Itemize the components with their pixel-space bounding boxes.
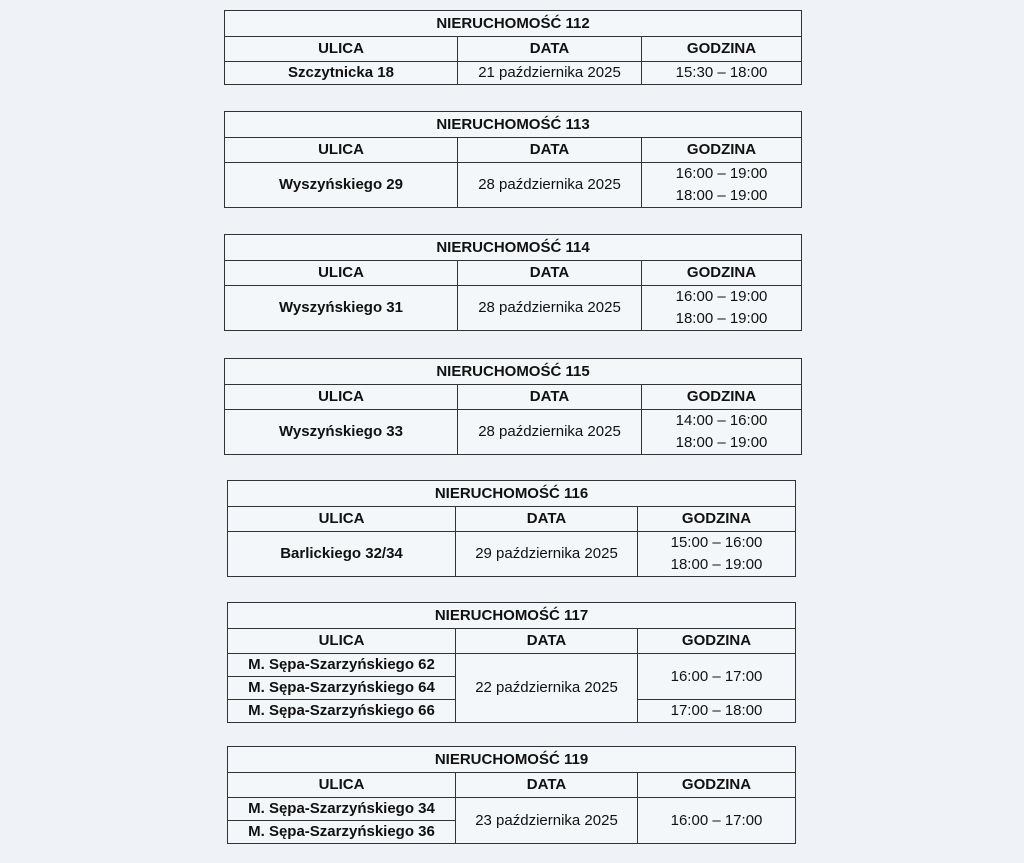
column-header-date: DATA [456,507,638,532]
street-cell: M. Sępa-Szarzyńskiego 62 [228,654,456,677]
column-header-time: GODZINA [642,385,802,410]
title-row [225,359,802,385]
column-header-date: DATA [458,261,642,286]
header-row [228,507,796,532]
title-row [225,11,802,37]
column-header-street: ULICA [225,138,458,163]
column-header-street: ULICA [225,37,458,62]
column-header-street: ULICA [225,261,458,286]
column-header-date: DATA [458,385,642,410]
time-cell [642,62,802,85]
table-row [225,163,802,208]
property-title: NIERUCHOMOŚĆ 112 [225,11,802,37]
time-range: 15:30 – 18:00 [675,64,768,81]
property-table [227,746,796,844]
header-row [225,385,802,410]
time-cell [642,286,802,331]
time-cell [638,700,796,723]
date-cell: 29 października 2025 [456,532,638,577]
property-title: NIERUCHOMOŚĆ 116 [228,481,796,507]
column-header-time: GODZINA [638,773,796,798]
street-cell: M. Sępa-Szarzyńskiego 64 [228,677,456,700]
time-cell [638,532,796,577]
header-row [225,138,802,163]
time-range: 14:00 – 16:00 [675,412,768,429]
property-title: NIERUCHOMOŚĆ 114 [225,235,802,261]
street-cell: Wyszyńskiego 29 [225,163,458,208]
column-header-time: GODZINA [642,37,802,62]
time-range: 16:00 – 19:00 [675,165,768,182]
property-table [224,358,802,455]
column-header-time: GODZINA [642,261,802,286]
property-title: NIERUCHOMOŚĆ 119 [228,747,796,773]
time-range: 17:00 – 18:00 [670,702,763,719]
time-range: 18:00 – 19:00 [675,434,768,451]
street-cell: Wyszyńskiego 31 [225,286,458,331]
time-cell [638,798,796,844]
street-cell: M. Sępa-Szarzyńskiego 66 [228,700,456,723]
date-cell: 22 października 2025 [456,654,638,723]
time-range: 18:00 – 19:00 [675,310,768,327]
property-table [227,480,796,577]
column-header-date: DATA [458,37,642,62]
header-row [228,629,796,654]
street-cell: Barlickiego 32/34 [228,532,456,577]
property-title: NIERUCHOMOŚĆ 113 [225,112,802,138]
time-range: 16:00 – 19:00 [675,288,768,305]
title-row [228,603,796,629]
column-header-time: GODZINA [642,138,802,163]
time-range: 18:00 – 19:00 [670,556,763,573]
title-row [228,747,796,773]
time-range: 16:00 – 17:00 [670,667,763,685]
street-cell: M. Sępa-Szarzyńskiego 36 [228,821,456,844]
time-cell [638,654,796,700]
header-row [228,773,796,798]
column-header-time: GODZINA [638,507,796,532]
table-row [228,654,796,677]
street-cell: Szczytnicka 18 [225,62,458,85]
date-cell: 28 października 2025 [458,410,642,455]
street-cell: Wyszyńskiego 33 [225,410,458,455]
property-table [227,602,796,723]
date-cell: 28 października 2025 [458,286,642,331]
property-table [224,234,802,331]
column-header-street: ULICA [228,507,456,532]
column-header-time: GODZINA [638,629,796,654]
column-header-date: DATA [456,773,638,798]
header-row [225,261,802,286]
column-header-date: DATA [456,629,638,654]
column-header-date: DATA [458,138,642,163]
property-title: NIERUCHOMOŚĆ 115 [225,359,802,385]
header-row [225,37,802,62]
date-cell: 23 października 2025 [456,798,638,844]
column-header-street: ULICA [228,773,456,798]
table-row [228,798,796,821]
table-row [228,532,796,577]
table-row [225,286,802,331]
street-cell: M. Sępa-Szarzyńskiego 34 [228,798,456,821]
title-row [225,112,802,138]
time-cell [642,163,802,208]
time-range: 18:00 – 19:00 [675,187,768,204]
property-title: NIERUCHOMOŚĆ 117 [228,603,796,629]
date-cell: 21 października 2025 [458,62,642,85]
table-row [225,62,802,85]
time-range: 16:00 – 17:00 [670,811,763,829]
column-header-street: ULICA [228,629,456,654]
property-table [224,111,802,208]
property-table [224,10,802,85]
title-row [228,481,796,507]
date-cell: 28 października 2025 [458,163,642,208]
title-row [225,235,802,261]
time-range: 15:00 – 16:00 [670,534,763,551]
table-row [225,410,802,455]
column-header-street: ULICA [225,385,458,410]
time-cell [642,410,802,455]
